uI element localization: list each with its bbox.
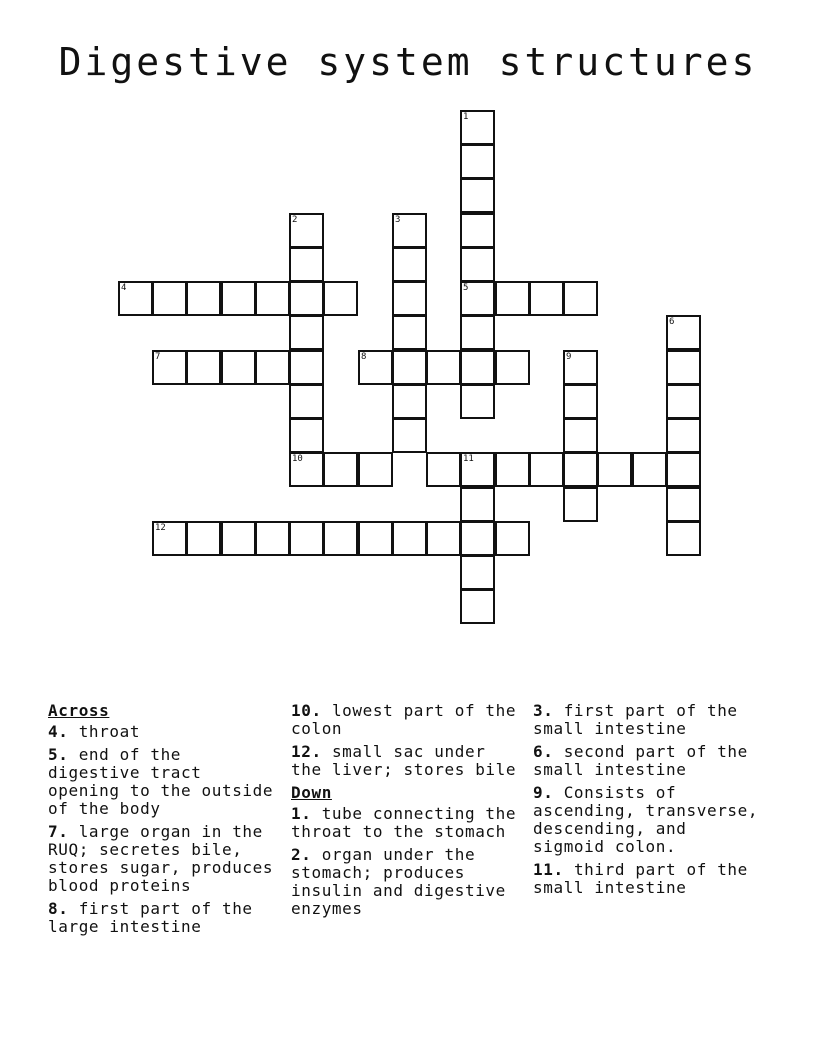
grid-cell[interactable] [426,452,461,487]
grid-cell[interactable] [186,281,221,316]
clue-text: first part of the large intestine [48,899,253,936]
clue-down-2 [291,846,523,918]
clue-number: 11. [533,860,564,879]
clue-across-8 [48,900,283,936]
clue-across-7 [48,823,283,895]
grid-cell[interactable] [255,350,290,385]
clue-text: lowest part of the colon [291,701,517,738]
clue-text: third part of the small intestine [533,860,748,897]
clues-column-3 [533,702,765,902]
grid-cell[interactable] [460,315,495,350]
down-heading: Down [291,783,332,802]
grid-cell[interactable] [358,521,393,556]
grid-cell[interactable] [666,418,701,453]
cell-number: 3 [395,215,401,225]
grid-cell[interactable] [460,384,495,419]
grid-cell[interactable] [221,350,256,385]
grid-cell[interactable] [666,521,701,556]
grid-cell[interactable] [152,350,187,385]
grid-cell[interactable] [460,178,495,213]
cell-number: 12 [155,523,166,533]
clue-text: first part of the small intestine [533,701,738,738]
clue-across-10 [291,702,523,738]
clue-number: 6. [533,742,554,761]
grid-cell[interactable] [460,350,495,385]
grid-cell[interactable] [460,144,495,179]
clue-text: small sac under the liver; stores bile [291,742,517,779]
clue-text: second part of the small intestine [533,742,748,779]
cell-number: 9 [566,352,572,362]
grid-cell[interactable] [495,281,530,316]
grid-cell[interactable] [289,350,324,385]
grid-cell[interactable] [666,384,701,419]
grid-cell[interactable] [392,384,427,419]
grid-cell[interactable] [152,281,187,316]
grid-cell[interactable] [289,452,324,487]
grid-cell[interactable] [495,521,530,556]
grid-cell[interactable] [392,418,427,453]
grid-cell[interactable] [221,521,256,556]
clue-number: 3. [533,701,554,720]
clue-number: 9. [533,783,554,802]
grid-cell[interactable] [563,384,598,419]
grid-cell[interactable] [460,110,495,145]
clue-text: Consists of ascending, transverse, descending, and sigmoid colon. [533,783,759,856]
cell-number: 1 [463,112,469,122]
grid-cell[interactable] [186,521,221,556]
grid-cell[interactable] [460,521,495,556]
clue-text: large organ in the RUQ; secretes bile, stores sugar, produces blood proteins [48,822,274,895]
clue-number: 8. [48,899,69,918]
grid-cell[interactable] [392,247,427,282]
cell-number: 7 [155,352,161,362]
grid-cell[interactable] [289,521,324,556]
grid-cell[interactable] [289,247,324,282]
clue-down-1 [291,805,523,841]
clue-across-12 [291,743,523,779]
grid-cell[interactable] [666,315,701,350]
cell-number: 6 [669,317,675,327]
clue-down-9 [533,784,765,856]
grid-cell[interactable] [221,281,256,316]
grid-cell[interactable] [323,281,358,316]
cell-number: 4 [121,283,127,293]
grid-cell[interactable] [392,315,427,350]
cell-number: 8 [361,352,367,362]
grid-cell[interactable] [495,350,530,385]
clue-number: 10. [291,701,322,720]
clue-text: tube connecting the throat to the stomach [291,804,517,841]
grid-cell[interactable] [666,452,701,487]
grid-cell[interactable] [289,418,324,453]
grid-cell[interactable] [392,281,427,316]
clue-across-4 [48,723,283,741]
grid-cell[interactable] [460,589,495,624]
grid-cell[interactable] [460,487,495,522]
across-heading: Across [48,701,110,720]
grid-cell[interactable] [289,384,324,419]
grid-cell[interactable] [495,452,530,487]
grid-cell[interactable] [666,487,701,522]
grid-cell[interactable] [460,452,495,487]
grid-cell[interactable] [358,452,393,487]
clue-across-5 [48,746,283,818]
clue-number: 7. [48,822,69,841]
grid-cell[interactable] [426,521,461,556]
clue-number: 4. [48,722,69,741]
grid-cell[interactable] [255,281,290,316]
grid-cell[interactable] [597,452,632,487]
clue-number: 12. [291,742,322,761]
clues-column-1 [48,702,283,941]
clue-number: 2. [291,845,312,864]
grid-cell[interactable] [186,350,221,385]
grid-cell[interactable] [460,555,495,590]
grid-cell[interactable] [529,281,564,316]
grid-cell[interactable] [323,452,358,487]
grid-cell[interactable] [152,521,187,556]
grid-cell[interactable] [632,452,667,487]
grid-cell[interactable] [563,350,598,385]
clue-number: 5. [48,745,69,764]
clue-down-3 [533,702,765,738]
grid-cell[interactable] [255,521,290,556]
clue-down-6 [533,743,765,779]
grid-cell[interactable] [392,350,427,385]
clue-text: end of the digestive tract opening to the outside of the body [48,745,274,818]
grid-cell[interactable] [358,350,393,385]
grid-cell[interactable] [460,247,495,282]
grid-cell[interactable] [289,281,324,316]
clue-text: throat [78,722,141,741]
clues-column-2 [291,702,523,923]
grid-cell[interactable] [323,521,358,556]
grid-cell[interactable] [392,213,427,248]
grid-cell[interactable] [460,281,495,316]
grid-cell[interactable] [563,281,598,316]
cell-number: 2 [292,215,298,225]
grid-cell[interactable] [392,521,427,556]
grid-cell[interactable] [529,452,564,487]
clue-number: 1. [291,804,312,823]
cell-number: 10 [292,454,303,464]
grid-cell[interactable] [563,418,598,453]
cell-number: 5 [463,283,469,293]
grid-cell[interactable] [426,350,461,385]
grid-cell[interactable] [666,350,701,385]
puzzle-title: Digestive system structures [58,40,758,84]
grid-cell[interactable] [289,213,324,248]
clue-text: organ under the stomach; produces insulin and digestive enzymes [291,845,506,918]
grid-cell[interactable] [563,452,598,487]
grid-cell[interactable] [289,315,324,350]
cell-number: 11 [463,454,474,464]
grid-cell[interactable] [460,213,495,248]
clue-down-11 [533,861,765,897]
grid-cell[interactable] [563,487,598,522]
grid-cell[interactable] [118,281,153,316]
